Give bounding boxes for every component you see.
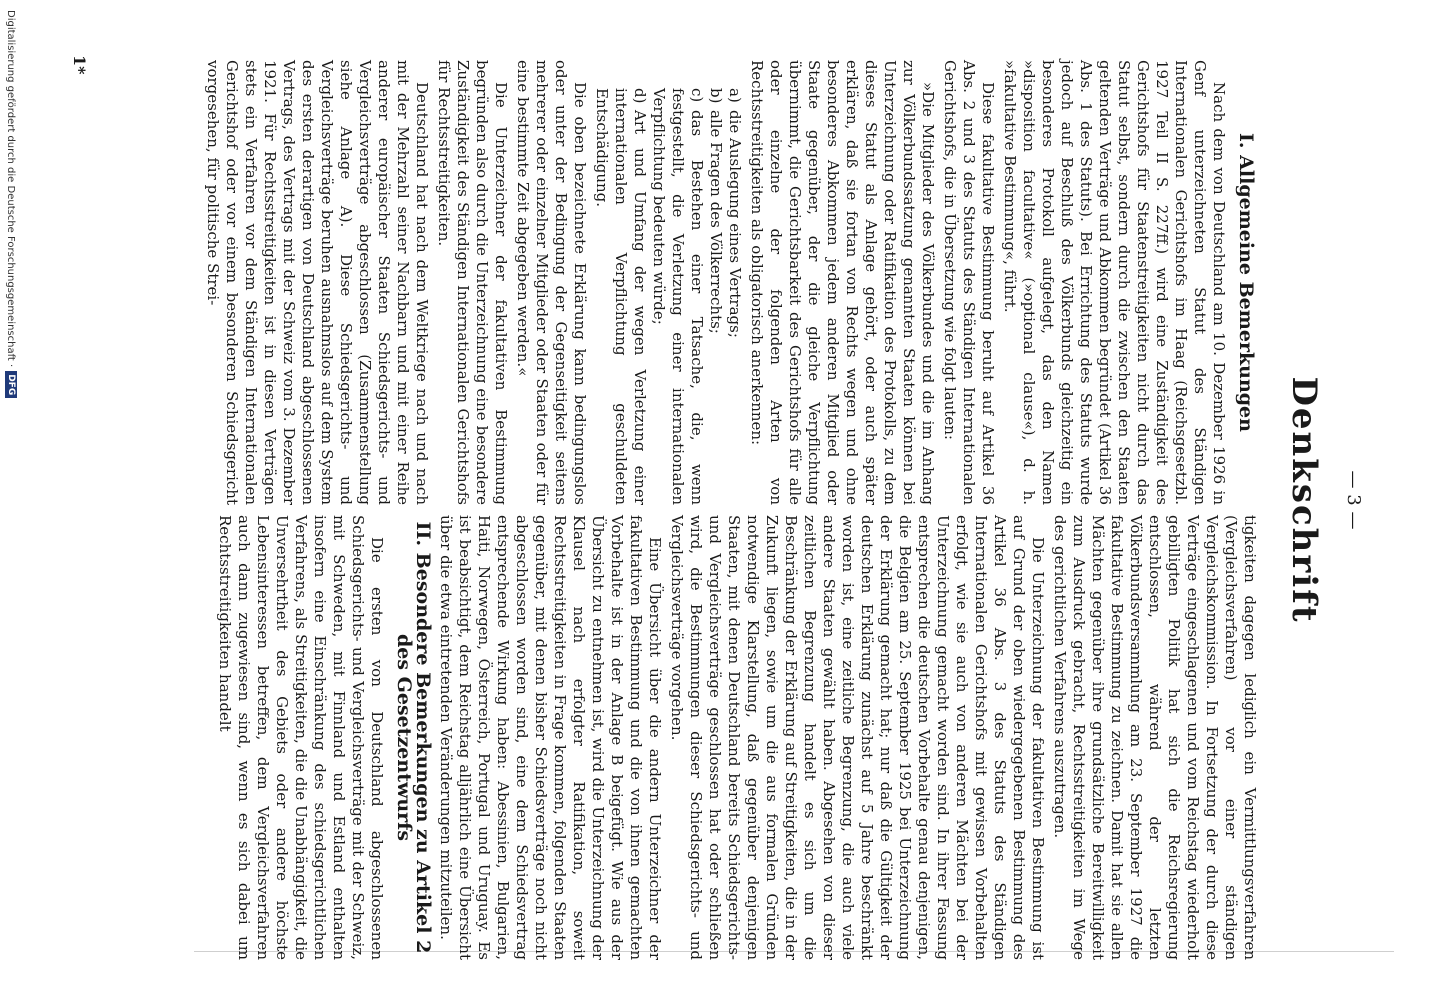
list-text: das Bestehen einer Tatsache, die, wenn festgestellt, die Verletzung einer internationalen Verpflichtung bedeuten würde; [650,88,706,505]
quote-paragraph: »Die Mitglieder des Völkerbundes und die im Anhang zur Völkerbundssatzung genannten Staaten können bei Unterzeichnung oder Ratifikation des Protokolls, zu dem dieses Statut als Anlage gehört, oder auch später erklären, daß sie fortan von Rechts wegen und ohne besonderes Abkommen jedem anderen Mitglied oder Staate gegenüber, der die gleiche Verpflichtung übernimmt, die Gerichtsbarkeit des Gerichtshofs für alle oder einzelne der folgenden Arten von Rechtsstreitigkeiten als obligatorisch anerkennen: [748,60,937,505]
paragraph: Die ersten von Deutschland abgeschlossenen Schiedsgerichts- und Vergleichsverträge mit der Schweiz, mit Schweden, mit Finnland und Estland enthalten insofern eine Einschränkung des schiedsgerichtlichen Verfahrens, als Streitigkeiten, die die Unabhängigkeit, die Unversehrtheit des Gebiets oder andere höchste Lebensinteressen betreffen, dem Vergleichsverfahren auch dann zugewiesen sind, wenn es sich dabei um Rechtsstreitigkeiten handelt [216,515,386,960]
page-folio: — 3 — [1343,470,1364,530]
list-item [706,88,725,505]
clause-list [592,78,744,505]
paragraph: Diese fakultative Bestimmung beruht auf Artikel 36 Abs. 2 und 3 des Statuts des Ständigen Internationalen Gerichtshofs, die in Übersetzung wie folgt lauten: [941,60,997,505]
list-marker: b) [707,88,725,104]
document-title: Denkschrift [1284,376,1324,624]
paragraph: Deutschland hat nach dem Weltkriege nach und nach mit der Mehrzahl seiner Nachbarn und mit einer Reihe anderer europäischer Staaten Schiedsgerichts- und Vergleichsverträge abgeschlossen (Zusammenstellung siehe Anlage A). Diese Schiedsgerichts- und Vergleichsverträge beruhen ausnahmslos auf dem System des ersten derartigen von Deutschland abgeschlossenen Vertrags, des Vertrags mit der Schweiz vom 3. Dezember 1921. Für Rechtsstreitigkeiten ist in diesen Verträgen stets ein Verfahren vor dem Ständigen Internationalen Gerichtshof oder vor einem besonderen Schiedsgericht vorgesehen, für politische Strei- [204,60,431,505]
section-heading-2 [394,515,432,960]
paragraph: tigkeiten dagegen lediglich ein Vermittlungsverfahren (Vergleichsverfahren) vor einer ständigen Vergleichskommission. In Fortsetzung der durch diese Verträge eingeschlagenen und vom Reichstag wiederholt gebilligten Politik hat sich die Reichsregierung entschlossen, während der letzten Völkerbundsversammlung am 23. September 1927 die fakultative Bestimmung zu zeichnen. Damit hat sie allen Mächten gegenüber ihre grundsätzliche Bereitwilligkeit zum Ausdruck gebracht, Rechtsstreitigkeiten im Wege des gerichtlichen Verfahrens auszutragen. [1051,515,1259,960]
statute-quote [513,60,937,505]
list-marker: a) [726,88,744,103]
list-text: die Auslegung eines Vertrags; [726,110,744,338]
text-column-left [200,60,1259,505]
list-item [592,88,649,505]
quote-paragraph: Die oben bezeichnete Erklärung kann bedingungslos oder unter der Bedingung der Gegenseitigkeit seitens mehrerer oder einzelner Mitglieder oder Staaten oder für eine bestimmte Zeit abgegeben werden.« [514,60,589,505]
list-marker: d) [631,88,649,104]
section-heading-2-line2: des Gesetzentwurfs [393,633,415,842]
paragraph: Die Unterzeichnung der fakultativen Bestimmung ist auf Grund der oben wiedergegebenen Bestimmung des Artikel 36 Abs. 3 des Statuts des Ständigen Internationalen Gerichtshofs mit gewissen Vorbehalten erfolgt, wie sie auch von anderen Mächten bei der Unterzeichnung gemacht worden sind. In ihrer Fassung entsprechen die deutschen Vorbehalte genau denjenigen, die Belgien am 25. September 1925 bei Unterzeichnung der Erklärung gemacht hat; nur daß die Gültigkeit der deutschen Erklärung zunächst auf 5 Jahre beschränkt worden ist, eine zeitliche Begrenzung, die auch viele andere Staaten gewählt haben. Abgesehen von dieser zeitlichen Begrenzung handelt es sich um die Beschränkung der Erklärung auf Streitigkeiten, die in der Zukunft liegen, sowie um die aus formalen Gründen notwendige Klarstellung, daß gegenüber denjenigen Staaten, mit denen Deutschland bereits Schiedsgerichts- und Vergleichsverträge geschlossen hat oder schließen wird, die Bestimmungen dieser Schiedsgerichts- und Vergleichsverträge vorgehen. [668,515,1047,960]
list-text: Art und Umfang der wegen Verletzung einer internationalen Verpflichtung geschuldeten Entschädigung. [593,88,649,505]
digitization-stamp [0,10,22,1000]
list-item [725,88,744,505]
section-heading-2-line1: II. Besondere Bemerkungen zu Artikel 2 [412,521,434,954]
list-text: alle Fragen des Völkerrechts; [707,110,725,334]
list-item [649,88,706,505]
stamp-text: Digitalisierung gefördert durch die Deutsche Forschungsgemeinschaft · [5,10,17,368]
dfg-logo-icon: DFG [5,371,17,398]
list-marker: c) [688,88,706,103]
paragraph: Eine Übersicht über die andern Unterzeichner der fakultativen Bestimmung und die von ihnen gemachten Vorbehalte ist in der Anlage B beigefügt. Wie aus der Übersicht zu entnehmen ist, wird die Unterzeichnung der Klausel nach erfolgter Ratifikation, soweit Rechtsstreitigkeiten in Frage kommen, folgenden Staaten gegenüber, mit denen bisher Schiedsverträge noch nicht abgeschlossen worden sind, eine dem Schiedsvertrag entsprechende Wirkung haben: Abessinien, Bulgarien, Haiti, Norwegen, Österreich, Portugal und Uruguay. Es ist beabsichtigt, dem Reichstag alljährlich eine Übersicht über die etwa eintretenden Veränderungen mitzuteilen. [437,515,664,960]
signature-mark: 1* [70,55,89,75]
section-heading-1: I. Allgemeine Bemerkungen [1235,133,1257,432]
paragraph: Nach dem von Deutschland am 10. Dezember 1926 in Genf unterzeichneten Statut des Ständigen Internationalen Gerichtshofs im Haag (Reichsgesetzbl. 1927 Teil II S. 227ff.) wird eine Zuständigkeit des Gerichtshofs für Staatenstreitigkeiten nicht durch das Statut selbst, sondern durch die zwischen den Staaten geltenden Verträge und Abkommen begründet (Artikel 36 Abs. 1 des Statuts). Bei Errichtung des Statuts wurde jedoch auf Beschluß des Völkerbunds gleichzeitig ein besonderes Protokoll aufgelegt, das den Namen »disposition facultative« (»optional clause«), d. h. »fakultative Bestimmung«, führt. [1001,60,1228,505]
text-column-right [212,515,1259,960]
paragraph: Die Unterzeichner der fakultativen Bestimmung begründen also durch die Unterzeichnung eine besondere Zuständigkeit des Ständigen Internationalen Gerichtshofs für Rechtsstreitigkeiten. [435,60,510,505]
